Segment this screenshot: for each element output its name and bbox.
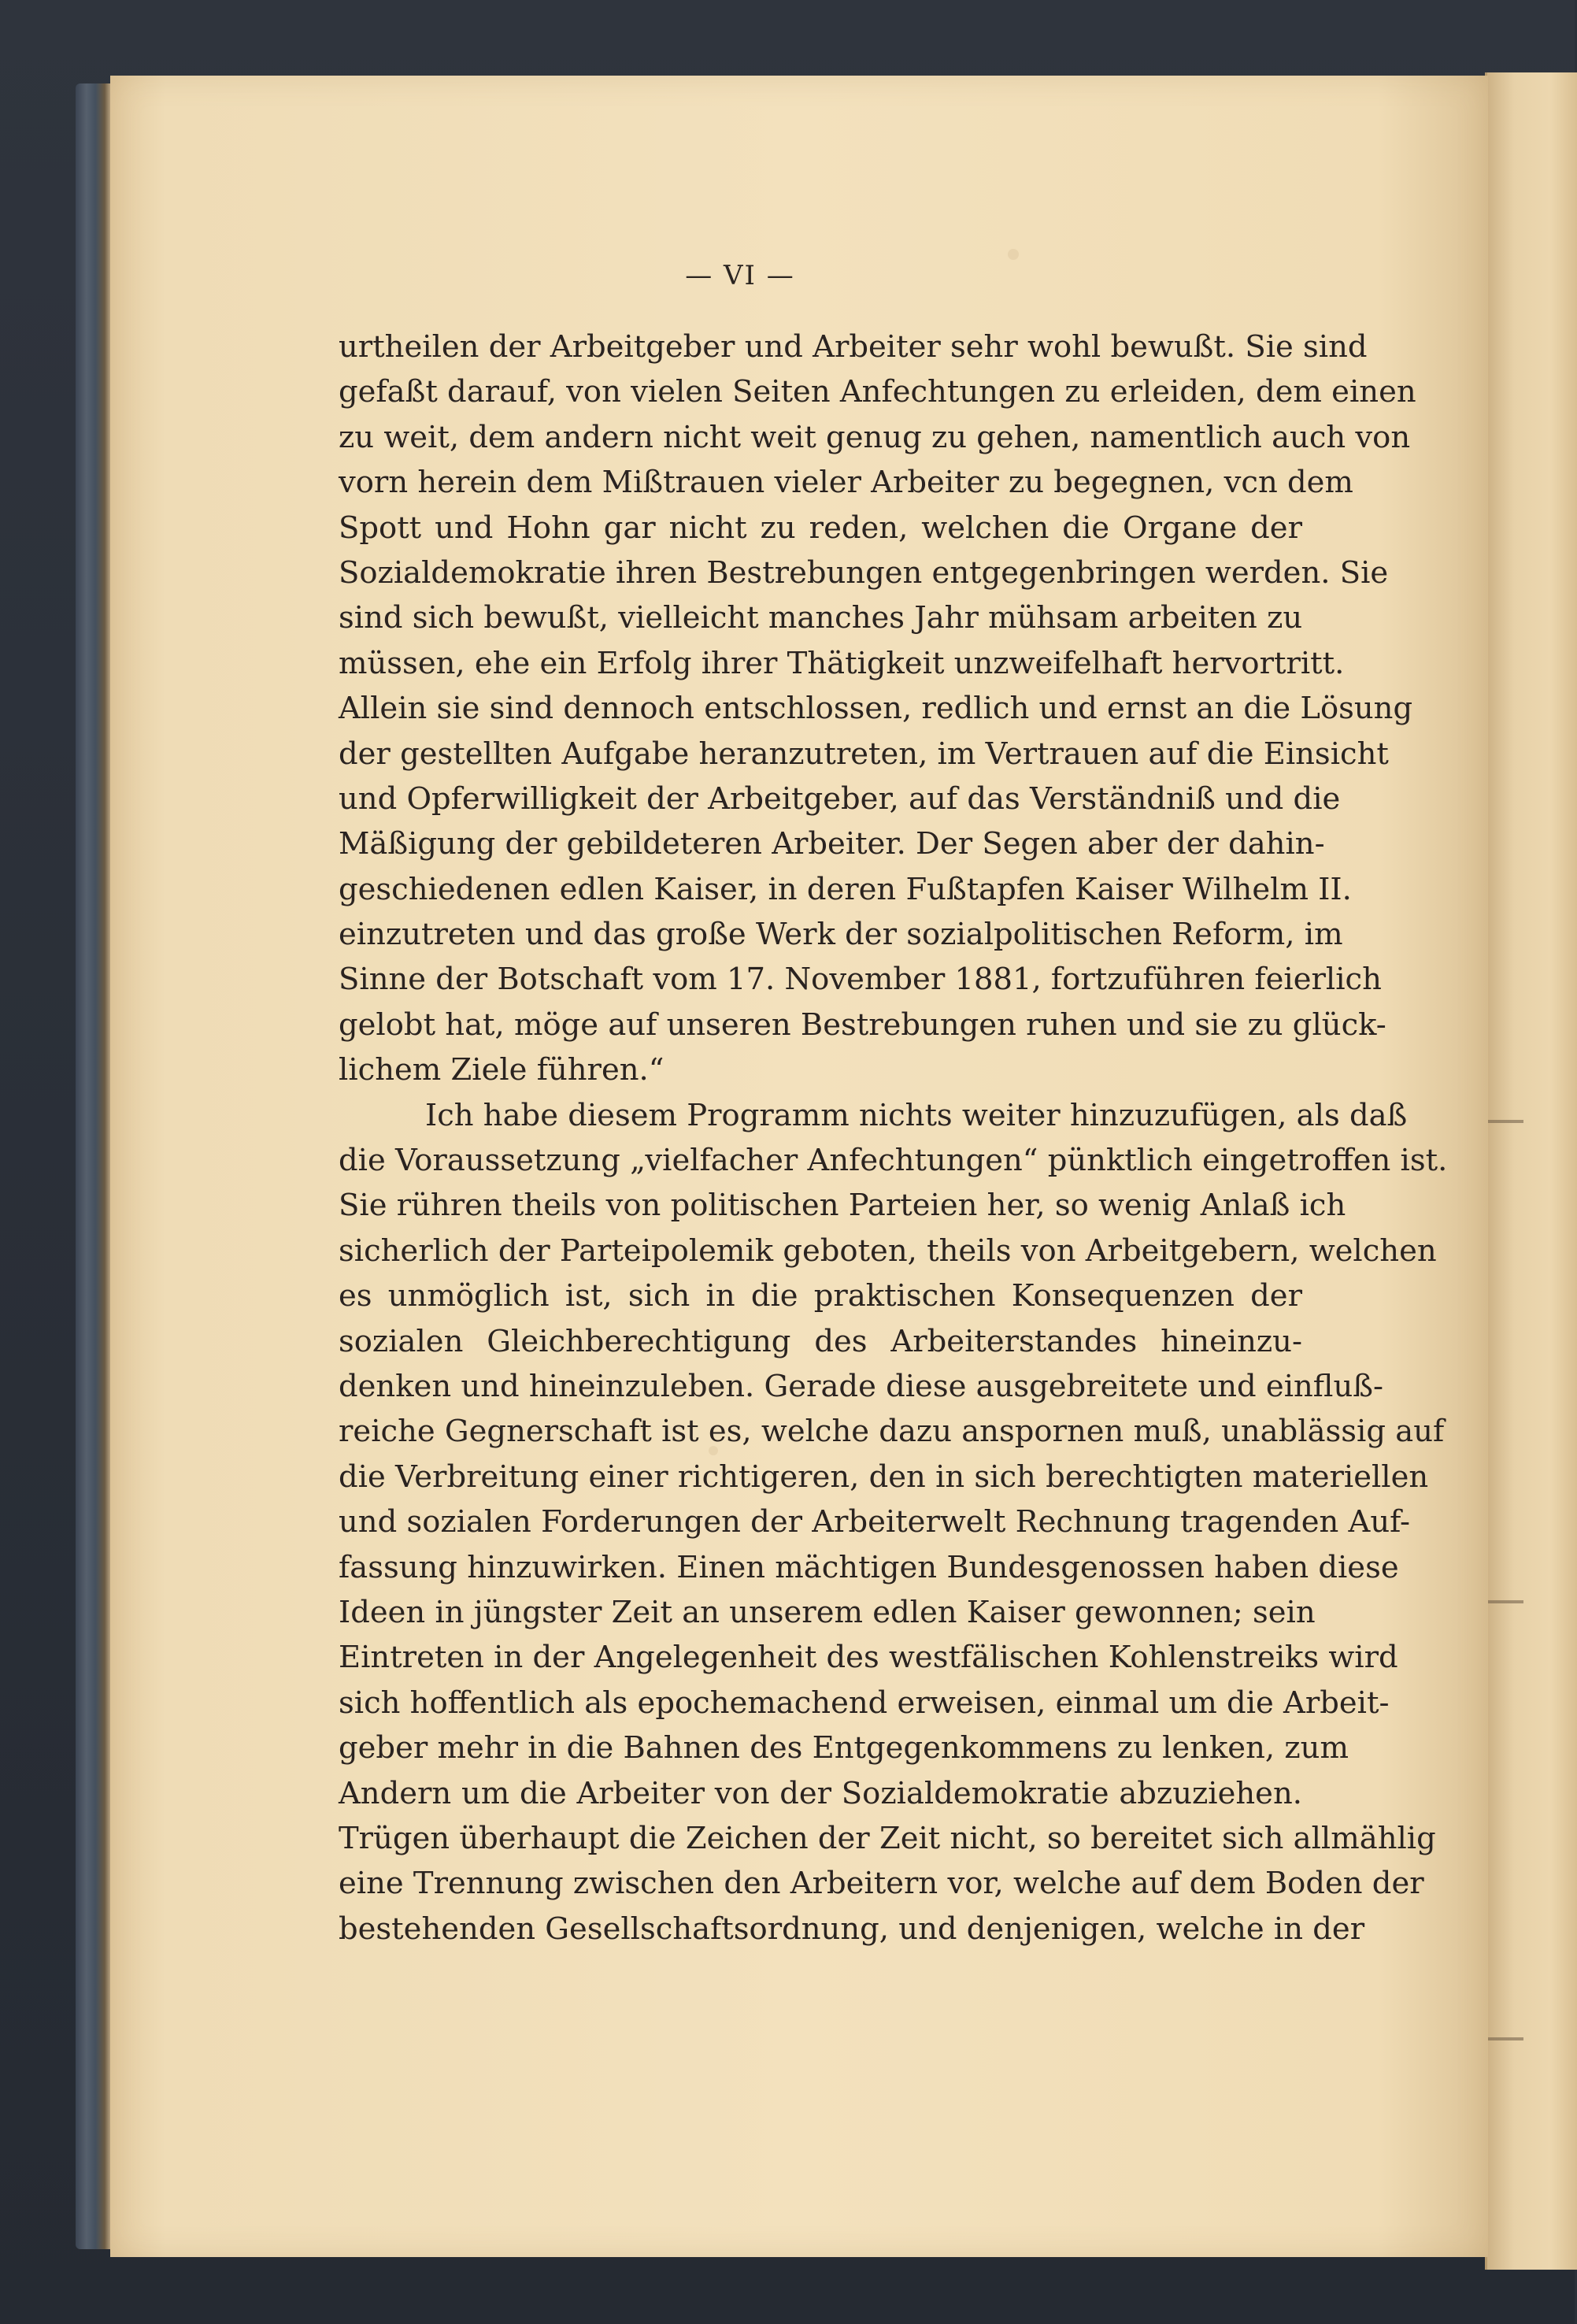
paper-speck [1008,249,1019,260]
text-line: sozialen Gleichberechtigung des Arbeiterstandes hineinzu- [339,1323,1302,1359]
text-line: sicherlich der Parteipolemik geboten, theils von Arbeitgebern, welchen [339,1232,1437,1269]
next-page-edge [1485,72,1577,2270]
text-line: denken und hineinzuleben. Gerade diese ausgebreitete und einfluß- [339,1368,1384,1404]
text-line: Andern um die Arbeiter von der Sozialdemokratie abzuziehen. [339,1775,1302,1811]
page-header [0,260,1575,291]
text-line: Sie rühren theils von politischen Parteien her, so wenig Anlaß ich [339,1188,1346,1224]
text-line: Eintreten in der Angelegenheit des westfälischen Kohlenstreiks wird [339,1640,1398,1676]
text-line: einzutreten und das große Werk der sozialpolitischen Reform, im [339,917,1343,953]
text-line: lichem Ziele führen.“ [339,1052,664,1088]
text-line: sind sich bewußt, vielleicht manches Jahr mühsam arbeiten zu [339,600,1303,636]
text-line: vorn herein dem Mißtrauen vieler Arbeiter zu begegnen, vcn dem [339,465,1353,501]
text-line: zu weit, dem andern nicht weit genug zu gehen, namentlich auch von [339,419,1411,455]
edge-mark [1487,1600,1523,1603]
body-text [339,324,1448,1951]
text-line: geschiedenen edlen Kaiser, in deren Fußtapfen Kaiser Wilhelm II. [339,871,1352,907]
text-line: die Verbreitung einer richtigeren, den in sich berechtigten materiellen [339,1459,1429,1495]
text-line: und sozialen Forderungen der Arbeiterwelt Rechnung tragenden Auf- [339,1504,1411,1540]
text-line: eine Trennung zwischen den Arbeitern vor, welche auf dem Boden der [339,1866,1424,1902]
text-line: Ideen in jüngster Zeit an unserem edlen Kaiser gewonnen; sein [339,1594,1316,1630]
text-line: geber mehr in die Bahnen des Entgegenkommens zu lenken, zum [339,1730,1349,1766]
text-line: es unmöglich ist, sich in die praktischen Konsequenzen der [339,1278,1302,1314]
text-line: reiche Gegnerschaft ist es, welche dazu anspornen muß, unablässig auf [339,1414,1445,1450]
page-number: — VI — [685,260,795,291]
text-line: Spott und Hohn gar nicht zu reden, welchen die Organe der [339,510,1302,546]
edge-mark [1487,1120,1523,1123]
edge-mark [1487,2037,1523,2040]
text-line: gelobt hat, möge auf unseren Bestrebungen ruhen und sie zu glück- [339,1006,1386,1043]
text-line: und Opferwilligkeit der Arbeitgeber, auf das Verständniß und die [339,780,1341,817]
text-line: Ich habe diesem Programm nichts weiter hinzuzufügen, als daß [425,1097,1408,1133]
text-line: gefaßt darauf, von vielen Seiten Anfechtungen zu erleiden, dem einen [339,374,1416,410]
text-line: Sinne der Botschaft vom 17. November 1881, fortzuführen feierlich [339,962,1382,998]
text-line: bestehenden Gesellschaftsordnung, und denjenigen, welche in der [339,1911,1365,1947]
text-line: Sozialdemokratie ihren Bestrebungen entgegenbringen werden. Sie [339,554,1389,591]
text-line: Allein sie sind dennoch entschlossen, redlich und ernst an die Lösung [339,691,1413,727]
text-line: fassung hinzuwirken. Einen mächtigen Bundesgenossen haben diese [339,1549,1399,1585]
text-line: sich hoffentlich als epochemachend erweisen, einmal um die Arbeit- [339,1685,1390,1721]
text-line: die Voraussetzung „vielfacher Anfechtungen“ pünktlich eingetroffen ist. [339,1143,1448,1179]
text-line: Mäßigung der gebildeteren Arbeiter. Der Segen aber der dahin- [339,826,1325,862]
text-line: müssen, ehe ein Erfolg ihrer Thätigkeit unzweifelhaft hervortritt. [339,645,1345,681]
text-line: urtheilen der Arbeitgeber und Arbeiter sehr wohl bewußt. Sie sind [339,329,1368,365]
text-line: Trügen überhaupt die Zeichen der Zeit nicht, so bereitet sich allmählig [339,1820,1436,1856]
book-cover-edge [76,83,112,2249]
text-line: der gestellten Aufgabe heranzutreten, im Vertrauen auf die Einsicht [339,736,1389,772]
